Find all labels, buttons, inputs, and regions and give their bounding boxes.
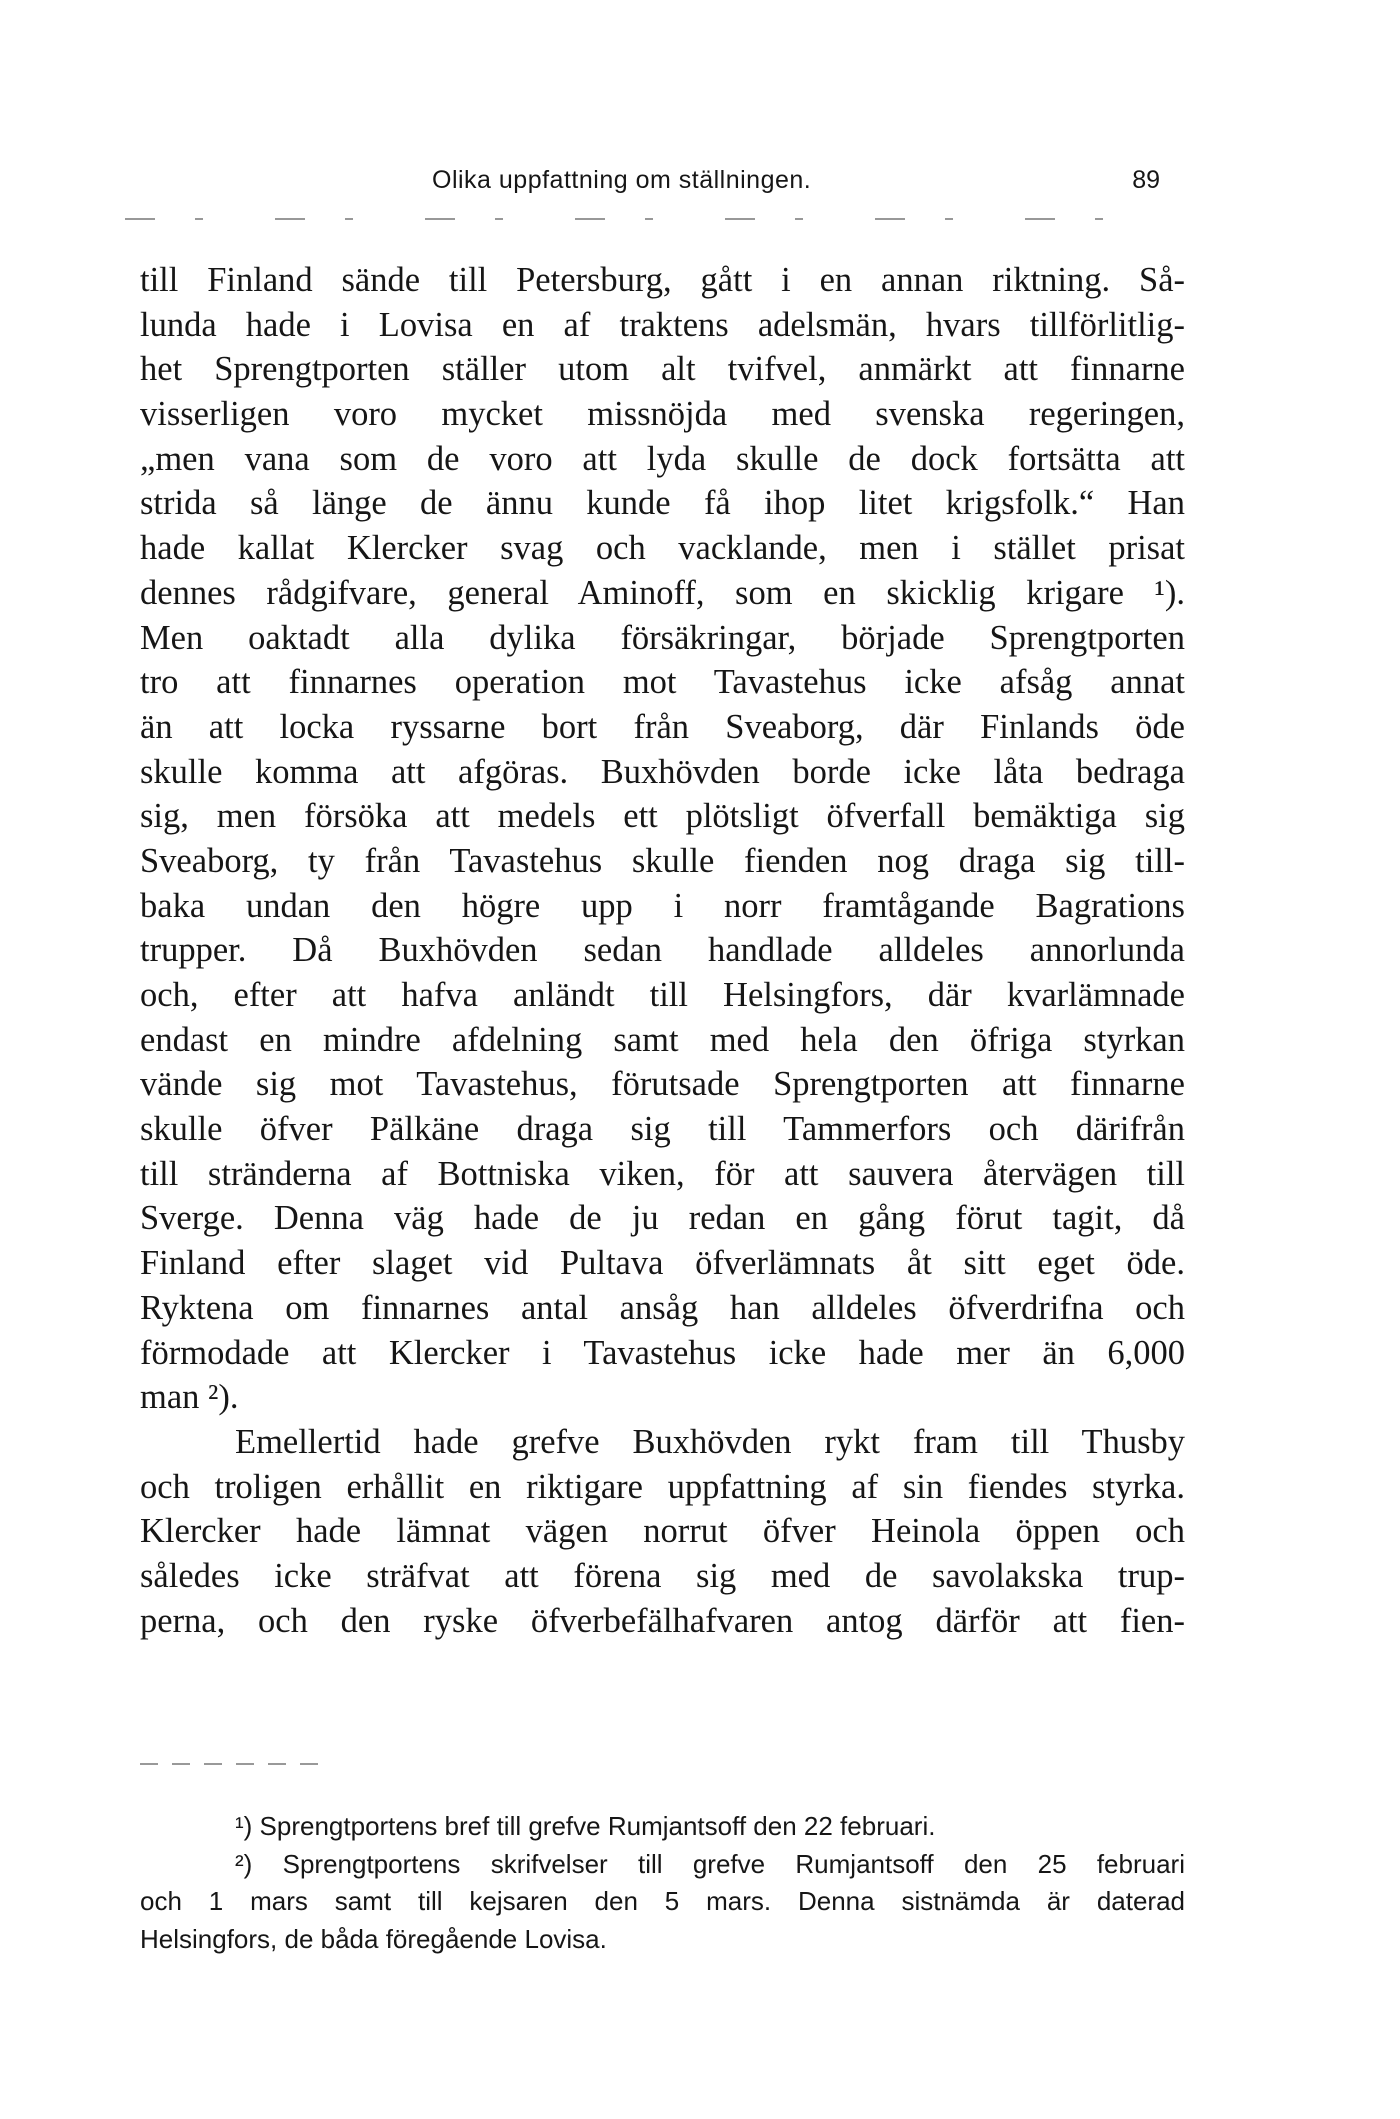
text-line: dennes rådgifvare, general Aminoff, som en skicklig krigare ¹). [140,573,1185,612]
text-line: skulle komma att afgöras. Buxhövden borde icke låta bedraga [140,752,1185,791]
text-line: skulle öfver Pälkäne draga sig till Tammerfors och därifrån [140,1110,1185,1149]
footnote-line: ¹) Sprengtportens bref till grefve Rumjantsoff den 22 februari. [235,1811,936,1841]
text-line: Emellertid hade grefve Buxhövden rykt fram till Thusby [235,1422,1185,1461]
text-line: man ²). [140,1378,239,1417]
text-line: Sveaborg, ty från Tavastehus skulle fienden nog draga sig till- [140,841,1185,880]
text-line: Sverge. Denna väg hade de ju redan en gång förut tagit, då [140,1199,1185,1238]
running-title: Olika uppfattning om ställningen. [432,166,812,194]
running-head [140,166,1180,206]
text-line: förmodade att Klercker i Tavastehus icke hade mer än 6,000 [140,1333,1185,1372]
text-line: vände sig mot Tavastehus, förutsade Sprengtporten att finnarne [140,1065,1185,1104]
footnotes [140,1808,1185,1958]
text-line: hade kallat Klercker svag och vacklande, men i stället prisat [140,529,1185,568]
text-line: Finland efter slaget vid Pultava öfverlämnats åt sitt eget öde. [140,1244,1185,1283]
text-line: till Finland sände till Petersburg, gått i en annan riktning. Så- [140,261,1185,299]
footnote-line: Helsingfors, de båda föregående Lovisa. [140,1923,607,1954]
page-number: 89 [1132,166,1160,194]
text-line: baka undan den högre upp i norr framtågande Bagrations [140,886,1185,925]
text-line: visserligen voro mycket missnöjda med svenska regeringen, [140,395,1185,434]
body-text [140,258,1185,1643]
text-line: än att locka ryssarne bort från Sveaborg, där Finlands öde [140,707,1185,746]
text-line: Klercker hade lämnat vägen norrut öfver Heinola öppen och [140,1512,1185,1551]
header-rule [125,218,1160,220]
text-line: het Sprengtporten ställer utom alt tvifvel, anmärkt att finnarne [140,350,1185,389]
text-line: „men vana som de voro att lyda skulle de dock fortsätta att [140,439,1185,478]
text-line: Ryktena om finnarnes antal ansåg han alldeles öfverdrifna och [140,1288,1185,1327]
text-line: och troligen erhållit en riktigare uppfattning af sin fiendes styrka. [140,1467,1185,1506]
text-line: Men oaktadt alla dylika försäkringar, började Sprengtporten [140,618,1185,657]
text-line: sig, men försöka att medels ett plötsligt öfverfall bemäktiga sig [140,797,1185,836]
text-line: perna, och den ryske öfverbefälhafvaren antog därför att fien- [140,1601,1185,1640]
text-line: till stränderna af Bottniska viken, för att sauvera återvägen till [140,1154,1185,1193]
text-line: strida så länge de ännu kunde få ihop litet krigsfolk.“ Han [140,484,1185,523]
text-line: tro att finnarnes operation mot Tavastehus icke afsåg annat [140,663,1185,702]
footnote-line: och 1 mars samt till kejsaren den 5 mars. Denna sistnämda är daterad [140,1886,1185,1916]
text-line: trupper. Då Buxhövden sedan handlade alldeles annorlunda [140,931,1185,970]
text-line: således icke sträfvat att förena sig med de savolakska trup- [140,1556,1185,1595]
text-line: lunda hade i Lovisa en af traktens adelsmän, hvars tillförlitlig- [140,305,1185,344]
footnote-rule [140,1763,330,1765]
text-line: endast en mindre afdelning samt med hela den öfriga styrkan [140,1020,1185,1059]
text-line: och, efter att hafva anländt till Helsingfors, där kvarlämnade [140,976,1185,1014]
footnote-line: ²) Sprengtportens skrifvelser till grefve Rumjantsoff den 25 februari [235,1848,1185,1879]
